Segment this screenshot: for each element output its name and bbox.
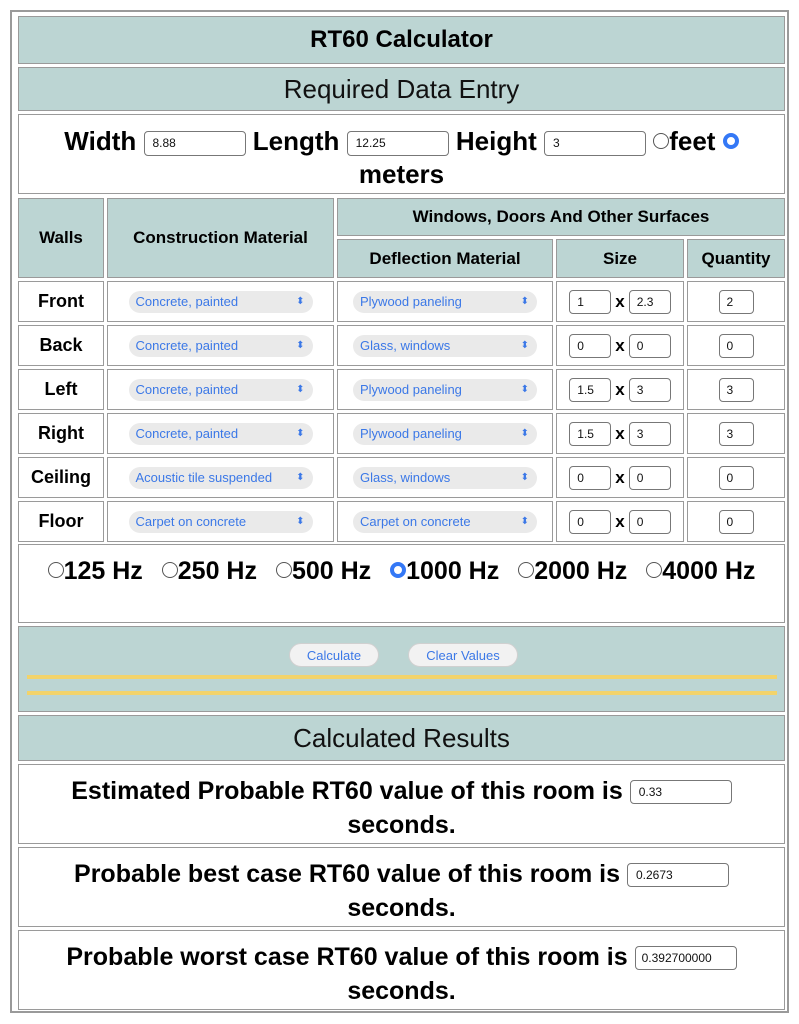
frequency-option[interactable] — [646, 557, 755, 585]
size-cell — [556, 325, 684, 366]
frequency-label: 2000 Hz — [534, 557, 628, 585]
frequency-radio[interactable] — [646, 562, 662, 578]
worst-case-label: Probable worst case RT60 value of this room is — [66, 943, 628, 971]
construction-cell — [107, 325, 334, 366]
deflection-material-value: Glass, windows — [360, 470, 451, 485]
height-input[interactable]: 3 — [544, 131, 646, 156]
divider-line — [27, 675, 777, 679]
quantity-input[interactable]: 3 — [719, 378, 754, 402]
seconds-label: seconds. — [347, 894, 456, 922]
deflection-material-select[interactable] — [353, 423, 537, 445]
frequency-radio[interactable] — [518, 562, 534, 578]
estimated-label: Estimated Probable RT60 value of this room is — [71, 777, 623, 805]
size-width-input[interactable]: 1 — [569, 290, 611, 314]
chevron-up-down-icon: ⬍ — [520, 516, 529, 527]
best-case-result-row — [18, 847, 785, 927]
frequency-label: 1000 Hz — [406, 557, 500, 585]
deflection-material-value: Carpet on concrete — [360, 514, 471, 529]
seconds-label: seconds. — [347, 811, 456, 839]
chevron-up-down-icon: ⬍ — [296, 340, 305, 351]
quantity-cell — [687, 325, 785, 366]
estimated-result-row — [18, 764, 785, 844]
size-height-input[interactable]: 3 — [629, 378, 671, 402]
size-height-input[interactable]: 0 — [629, 466, 671, 490]
calculated-results-header: Calculated Results — [18, 715, 785, 761]
quantity-cell — [687, 369, 785, 410]
size-x-separator: x — [615, 511, 625, 531]
clear-values-button[interactable]: Clear Values — [408, 643, 518, 667]
divider-line — [27, 691, 777, 695]
walls-header: Walls — [18, 198, 104, 278]
unit-meters-radio[interactable] — [723, 133, 739, 149]
size-height-input[interactable]: 0 — [629, 334, 671, 358]
deflection-material-header: Deflection Material — [337, 239, 553, 278]
chevron-up-down-icon: ⬍ — [520, 428, 529, 439]
deflection-material-select[interactable] — [353, 291, 537, 313]
frequency-label: 4000 Hz — [662, 557, 756, 585]
frequency-radio[interactable] — [390, 562, 406, 578]
frequency-radio[interactable] — [276, 562, 292, 578]
frequency-option[interactable] — [162, 557, 257, 585]
deflection-cell — [337, 369, 553, 410]
size-width-input[interactable]: 0 — [569, 334, 611, 358]
frequency-option[interactable] — [276, 557, 371, 585]
deflection-cell — [337, 413, 553, 454]
deflection-cell — [337, 325, 553, 366]
construction-material-header: Construction Material — [107, 198, 334, 278]
unit-meters-label: meters — [358, 159, 445, 189]
quantity-header: Quantity — [687, 239, 785, 278]
worst-case-value-field: 0.392700000 — [635, 946, 737, 970]
construction-material-select[interactable] — [129, 335, 313, 357]
size-cell — [556, 369, 684, 410]
construction-material-value: Acoustic tile suspended — [135, 470, 273, 485]
construction-material-value: Concrete, painted — [135, 426, 239, 441]
worst-case-result-row — [18, 930, 785, 1010]
button-row — [18, 626, 785, 712]
quantity-cell — [687, 501, 785, 542]
deflection-material-select[interactable] — [353, 335, 537, 357]
construction-material-select[interactable] — [129, 467, 313, 489]
deflection-material-value: Plywood paneling — [360, 382, 462, 397]
chevron-up-down-icon: ⬍ — [296, 516, 305, 527]
unit-feet-label: feet — [669, 126, 716, 156]
size-height-input[interactable]: 2.3 — [629, 290, 671, 314]
deflection-cell — [337, 501, 553, 542]
quantity-input[interactable]: 0 — [719, 510, 754, 534]
construction-material-select[interactable] — [129, 511, 313, 533]
size-cell — [556, 413, 684, 454]
height-label: Height — [455, 126, 537, 156]
size-width-input[interactable]: 0 — [569, 510, 611, 534]
chevron-up-down-icon: ⬍ — [296, 384, 305, 395]
size-x-separator: x — [615, 335, 625, 355]
required-data-header: Required Data Entry — [18, 67, 785, 111]
unit-feet-radio[interactable] — [653, 133, 669, 149]
deflection-cell — [337, 281, 553, 322]
chevron-up-down-icon: ⬍ — [520, 384, 529, 395]
width-input[interactable]: 8.88 — [144, 131, 246, 156]
frequency-option[interactable] — [390, 557, 499, 585]
frequency-label: 500 Hz — [291, 557, 372, 585]
frequency-label: 250 Hz — [177, 557, 257, 585]
frequency-radio[interactable] — [48, 562, 64, 578]
deflection-cell — [337, 457, 553, 498]
estimated-value-field: 0.33 — [630, 780, 732, 804]
deflection-material-select[interactable] — [353, 379, 537, 401]
construction-material-select[interactable] — [129, 423, 313, 445]
frequency-option[interactable] — [518, 557, 627, 585]
quantity-input[interactable]: 3 — [719, 422, 754, 446]
calculate-button[interactable]: Calculate — [289, 643, 379, 667]
construction-cell — [107, 413, 334, 454]
quantity-cell — [687, 413, 785, 454]
quantity-cell — [687, 281, 785, 322]
wall-label: Ceiling — [18, 457, 104, 498]
frequency-label: 125 Hz — [63, 557, 143, 585]
length-input[interactable]: 12.25 — [347, 131, 449, 156]
frequency-row — [18, 544, 785, 623]
best-case-label: Probable best case RT60 value of this room is — [74, 860, 621, 888]
size-x-separator: x — [615, 423, 625, 443]
construction-cell — [107, 281, 334, 322]
construction-material-value: Concrete, painted — [135, 294, 239, 309]
wall-label: Right — [18, 413, 104, 454]
size-cell — [556, 281, 684, 322]
length-label: Length — [252, 126, 340, 156]
construction-cell — [107, 369, 334, 410]
size-cell — [556, 501, 684, 542]
construction-material-value: Concrete, painted — [135, 382, 239, 397]
best-case-value-field: 0.2673 — [627, 863, 729, 887]
deflection-material-value: Plywood paneling — [360, 426, 462, 441]
seconds-label: seconds. — [347, 977, 456, 1005]
size-x-separator: x — [615, 379, 625, 399]
chevron-up-down-icon: ⬍ — [296, 428, 305, 439]
width-label: Width — [64, 126, 137, 156]
construction-material-select[interactable] — [129, 291, 313, 313]
frequency-option[interactable] — [48, 557, 143, 585]
size-width-input[interactable]: 0 — [569, 466, 611, 490]
construction-cell — [107, 501, 334, 542]
wall-label: Front — [18, 281, 104, 322]
quantity-input[interactable]: 0 — [719, 334, 754, 358]
quantity-input[interactable]: 2 — [719, 290, 754, 314]
frequency-radio[interactable] — [162, 562, 178, 578]
construction-material-value: Concrete, painted — [135, 338, 239, 353]
dimensions-row — [18, 114, 785, 194]
construction-cell — [107, 457, 334, 498]
deflection-material-value: Glass, windows — [360, 338, 451, 353]
size-x-separator: x — [615, 467, 625, 487]
deflection-material-value: Plywood paneling — [360, 294, 462, 309]
size-cell — [556, 457, 684, 498]
wall-label: Left — [18, 369, 104, 410]
deflection-material-select[interactable] — [353, 511, 537, 533]
construction-material-select[interactable] — [129, 379, 313, 401]
wall-label: Back — [18, 325, 104, 366]
chevron-up-down-icon: ⬍ — [520, 296, 529, 307]
surfaces-header: Windows, Doors And Other Surfaces — [337, 198, 785, 236]
size-width-input[interactable]: 1.5 — [569, 378, 611, 402]
chevron-up-down-icon: ⬍ — [296, 296, 305, 307]
size-x-separator: x — [615, 291, 625, 311]
size-width-input[interactable]: 1.5 — [569, 422, 611, 446]
deflection-material-select[interactable] — [353, 467, 537, 489]
size-header: Size — [556, 239, 684, 278]
quantity-input[interactable]: 0 — [719, 466, 754, 490]
quantity-cell — [687, 457, 785, 498]
size-height-input[interactable]: 3 — [629, 422, 671, 446]
construction-material-value: Carpet on concrete — [135, 514, 247, 529]
wall-label: Floor — [18, 501, 104, 542]
chevron-up-down-icon: ⬍ — [520, 472, 529, 483]
page-title: RT60 Calculator — [18, 16, 785, 64]
chevron-up-down-icon: ⬍ — [520, 340, 529, 351]
size-height-input[interactable]: 0 — [629, 510, 671, 534]
calculator-frame — [10, 10, 789, 1013]
chevron-up-down-icon: ⬍ — [296, 472, 305, 483]
